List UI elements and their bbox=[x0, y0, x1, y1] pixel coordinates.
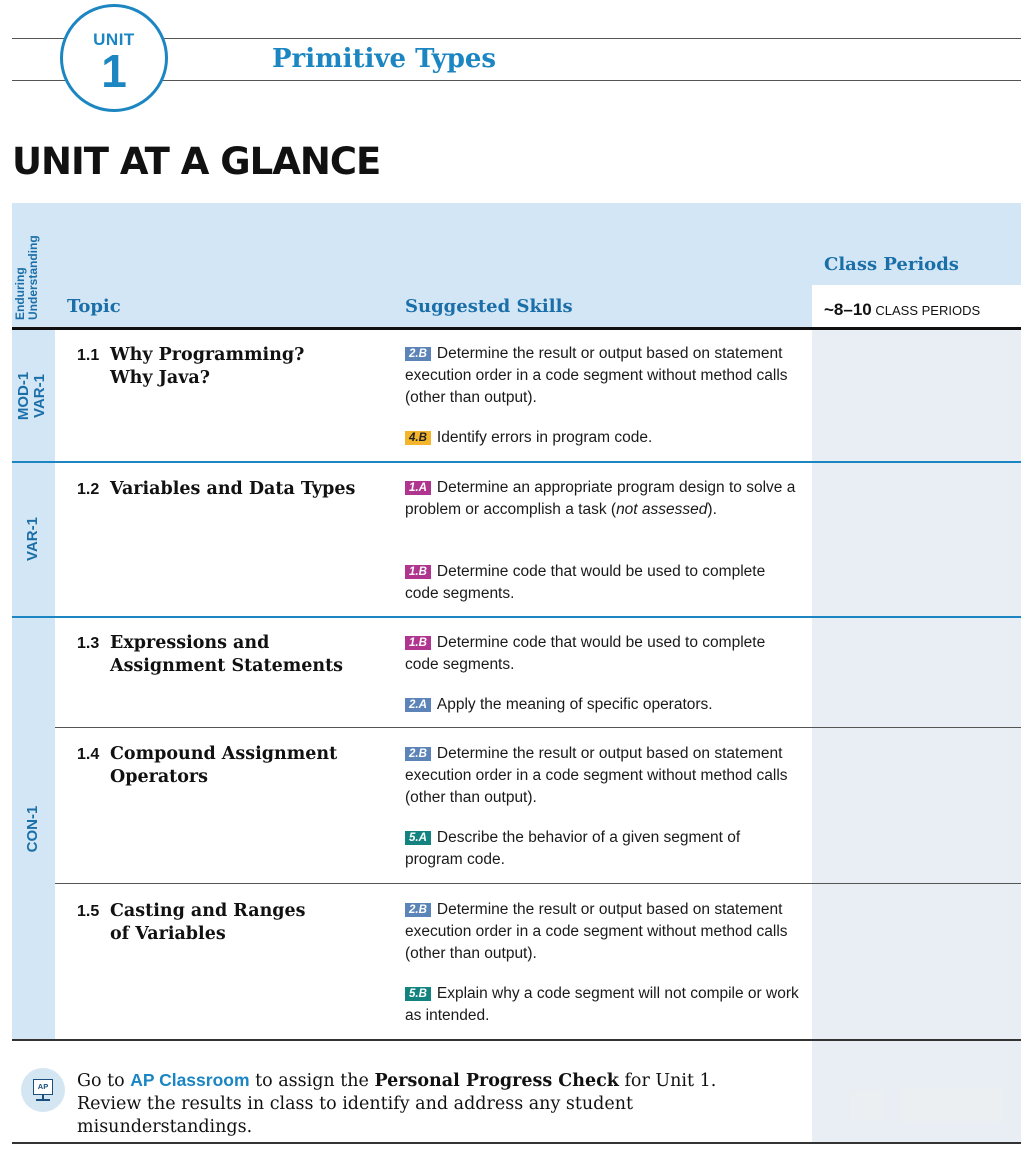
class-periods-unit: CLASS PERIODS bbox=[875, 303, 981, 318]
topic-title-line2: Operators bbox=[110, 767, 209, 787]
class-periods-cell bbox=[812, 728, 1021, 883]
blurred-region bbox=[850, 1090, 884, 1120]
skill-item bbox=[405, 694, 800, 716]
group-divider bbox=[12, 616, 1021, 618]
enduring-understanding-header bbox=[14, 210, 40, 320]
class-periods-cell bbox=[812, 463, 1021, 616]
page-title: UNIT AT A GLANCE bbox=[12, 140, 381, 183]
skill-badge: 2.B bbox=[405, 903, 431, 917]
class-periods-cell bbox=[812, 884, 1021, 1039]
footer-for-unit: for Unit 1. bbox=[618, 1071, 717, 1091]
unit-number: 1 bbox=[101, 45, 127, 97]
skill-item bbox=[405, 427, 800, 449]
skill-text-italic: not assessed bbox=[616, 501, 708, 518]
footer-line-2: Review the results in class to identify and address any student misunderstandings. bbox=[77, 1094, 634, 1137]
eu-code-var1-b: VAR-1 bbox=[24, 517, 41, 561]
topic-1-4 bbox=[77, 743, 337, 788]
skill-badge: 5.A bbox=[405, 831, 431, 845]
topic-1-3 bbox=[77, 632, 343, 677]
skill-badge: 1.A bbox=[405, 481, 431, 495]
skill-text: Describe the behavior of a given segment of program code. bbox=[405, 829, 741, 868]
skills-header: Suggested Skills bbox=[405, 296, 573, 317]
skill-badge: 1.B bbox=[405, 636, 431, 650]
footer-line-1 bbox=[77, 1069, 807, 1093]
footer-go-to: Go to bbox=[77, 1071, 131, 1091]
group-divider bbox=[12, 461, 1021, 463]
topic-1-5 bbox=[77, 900, 306, 945]
row-divider bbox=[55, 727, 1021, 728]
eu-header-line1: Enduring bbox=[13, 267, 27, 320]
topic-title: Casting and Ranges bbox=[110, 901, 306, 921]
skill-text-end: ). bbox=[707, 501, 717, 518]
unit-label: UNIT bbox=[93, 30, 135, 49]
topic-1-1 bbox=[77, 344, 304, 389]
skill-item bbox=[405, 561, 800, 605]
row-divider bbox=[55, 883, 1021, 884]
table-bottom-rule bbox=[12, 1039, 1021, 1041]
footer-to-assign: to assign the bbox=[249, 1071, 375, 1091]
eu-code-group-3 bbox=[25, 784, 41, 874]
personal-progress-check: Personal Progress Check bbox=[374, 1071, 619, 1091]
class-periods-number: ~8–10 bbox=[824, 300, 872, 319]
skill-text: Identify errors in program code. bbox=[436, 429, 653, 446]
topic-title-line2: of Variables bbox=[110, 924, 226, 944]
class-periods-header: Class Periods bbox=[824, 254, 959, 275]
skill-badge: 2.B bbox=[405, 347, 431, 361]
topic-title-line2: Assignment Statements bbox=[110, 656, 344, 676]
skill-item bbox=[405, 743, 800, 809]
skill-badge: 5.B bbox=[405, 987, 431, 1001]
eu-header-line2: Understanding bbox=[26, 235, 40, 320]
eu-code-mod1: MOD-1 bbox=[15, 371, 32, 421]
topic-title-line2: Why Java? bbox=[110, 368, 211, 388]
topic-number: 1.4 bbox=[77, 746, 100, 763]
topic-number: 1.1 bbox=[77, 347, 100, 364]
skill-item bbox=[405, 477, 800, 521]
unit-title: Primitive Types bbox=[272, 44, 497, 74]
footer-note bbox=[77, 1069, 807, 1139]
topic-number: 1.5 bbox=[77, 903, 100, 920]
unit-badge bbox=[60, 4, 168, 112]
ap-screen-icon: AP bbox=[33, 1079, 53, 1095]
topic-title: Variables and Data Types bbox=[110, 479, 356, 499]
ap-screen-base bbox=[36, 1099, 50, 1101]
skill-badge: 2.A bbox=[405, 698, 431, 712]
eu-code-group-1 bbox=[16, 351, 48, 441]
skill-item bbox=[405, 827, 800, 871]
eu-code-con1: CON-1 bbox=[24, 805, 41, 853]
topic-title: Expressions and bbox=[110, 633, 270, 653]
skill-badge: 2.B bbox=[405, 747, 431, 761]
skill-item bbox=[405, 983, 800, 1027]
ap-classroom-icon bbox=[21, 1068, 65, 1112]
eu-code-group-2 bbox=[25, 494, 41, 584]
class-periods-value bbox=[824, 300, 980, 320]
skill-item bbox=[405, 899, 800, 965]
skill-text: Determine the result or output based on statement execution order in a code segment without method calls (other than output). bbox=[405, 901, 788, 962]
skill-text: Determine the result or output based on statement execution order in a code segment without method calls (other than output). bbox=[405, 345, 788, 406]
topic-number: 1.2 bbox=[77, 481, 100, 498]
class-periods-cell bbox=[812, 330, 1021, 461]
topic-title: Compound Assignment bbox=[110, 744, 338, 764]
topic-title: Why Programming? bbox=[110, 345, 305, 365]
topic-1-2 bbox=[77, 478, 355, 501]
skill-badge: 1.B bbox=[405, 565, 431, 579]
skill-text: Determine code that would be used to complete code segments. bbox=[405, 634, 766, 673]
skill-text: Apply the meaning of specific operators. bbox=[436, 696, 713, 713]
skill-badge: 4.B bbox=[405, 431, 431, 445]
skill-text: Determine the result or output based on statement execution order in a code segment without method calls (other than output). bbox=[405, 745, 788, 806]
skill-text: Determine an appropriate program design to solve a problem or accomplish a task ( bbox=[405, 479, 796, 518]
skill-text: Determine code that would be used to complete code segments. bbox=[405, 563, 766, 602]
topic-number: 1.3 bbox=[77, 635, 100, 652]
ap-classroom-link[interactable]: AP Classroom bbox=[130, 1070, 250, 1090]
skill-text: Explain why a code segment will not compile or work as intended. bbox=[405, 985, 799, 1024]
page-bottom-rule bbox=[12, 1142, 1021, 1144]
topic-header: Topic bbox=[67, 296, 121, 317]
skill-item bbox=[405, 632, 800, 676]
eu-code-var1: VAR-1 bbox=[31, 374, 48, 418]
skill-item bbox=[405, 343, 800, 409]
class-periods-cell bbox=[812, 618, 1021, 727]
blurred-region bbox=[900, 1088, 1002, 1122]
